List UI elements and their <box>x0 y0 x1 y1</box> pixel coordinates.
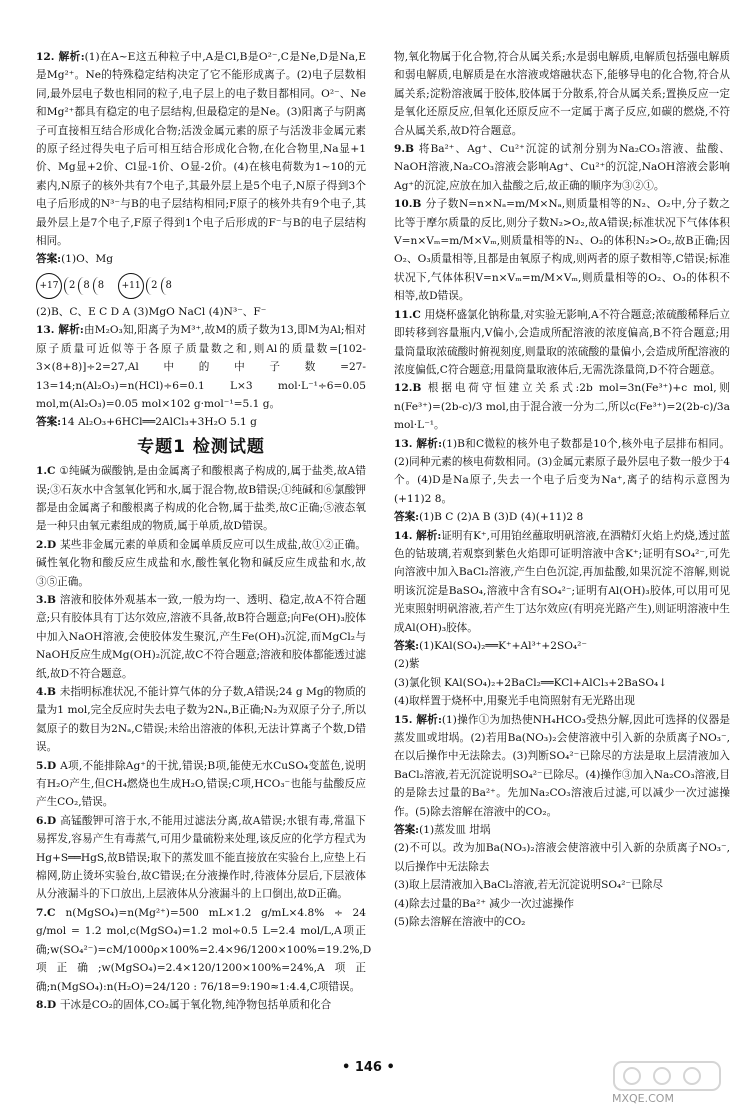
question-number: 3.B <box>36 593 60 606</box>
question-tag: 解析: <box>416 713 442 726</box>
answer-paragraph <box>36 996 366 1014</box>
question-tag: 解析: <box>416 437 443 450</box>
paragraph-text: 干冰是CO₂的固体,CO₂属于氧化物,纯净物包括单质和化合 <box>59 998 332 1011</box>
paragraph-text: 未指明标准状况,不能计算气体的分子数,A错误;24 g Mg的物质的量为1 mol,完全反应时失去电子数为2Nₐ,B正确;N₂为双原子分子,所以氦原子的数目为2Nₐ,C错误;未给出溶液的体积,无法计算离子个数,D错误。 <box>36 686 367 754</box>
paragraph-text: 根据电荷守恒建立关系式:2b mol=3n(Fe³⁺)+c mol,则n(Fe³⁺)=(2b-c)/3 mol,由于混合液一分为二,所以c(Fe³⁺)=2(2b-c)/3a mol·L⁻¹。 <box>394 382 730 432</box>
answer-paragraph <box>36 536 366 591</box>
paragraph-text: (1)KAl(SO₄)₂══K⁺+Al³⁺+2SO₄²⁻ <box>419 640 588 652</box>
paragraph-text: n(MgSO₄)=n(Mg²⁺)=500 mL×1.2 g/mL×4.8% ÷ 24 g/mol = 1.2 mol,c(MgSO₄)=1.2 mol÷0.5 L=2.4 mol/L,A项正确;w(SO₄²⁻)=cM/1000ρ×100%=2.4×96/1200×100%=19.2%,D项正确;w(MgSO₄)=2.4×120/1200×100%=24%,A项正确;n(MgSO₄):n(H₂O)=24/120 : 76/18=9:190≈1:4.4,C项错误。 <box>36 906 372 993</box>
paragraph-text: 溶液和胶体外观基本一致,一般为均一、透明、稳定,故A不符合题意;只有胶体具有丁达尔效应,溶液不具备,故B符合题意;向Fe(OH)₃胶体中加入NaOH溶液,会使胶体发生聚沉,产生Fe(OH)₃沉淀,而MgCl₂与NaOH反应生成Mg(OH)₂沉淀,故C不符合题意;溶液和胶体都能透过滤纸,故D不符合题意。 <box>36 593 366 680</box>
question-number: 7.C <box>36 906 66 919</box>
watermark-text: MXQE.COM <box>612 1092 674 1105</box>
electron-shell: 8 <box>161 277 172 295</box>
question-number: 2.D <box>36 538 61 551</box>
paragraph-text: A项,不能排除Ag⁺的干扰,错误;B项,能使无水CuSO₄变蓝色,说明有H₂O产生,但CH₄燃烧也生成H₂O,错误;C项,HCO₃⁻也能与盐酸反应产生CO₂,错误。 <box>36 759 366 809</box>
answer-paragraph <box>394 839 730 876</box>
answer-12-line <box>36 250 366 268</box>
answer-paragraph <box>36 683 366 757</box>
answer-paragraph <box>36 757 366 812</box>
question-tag: 解析: <box>58 324 84 337</box>
section-title: 专题1 检测试题 <box>137 436 265 457</box>
question-number: 10.B <box>394 198 426 211</box>
paragraph-text: 用烧杯盛氯化钠称量,对实验无影响,A不符合题意;浓硫酸稀释后立即转移到容量瓶内,V偏小,会造成所配溶液的浓度偏高,B不符合题意;用量筒量取浓硫酸时俯视刻度,则量取的浓硫酸的量偏小,会造成所配溶液的浓度偏低,C符合题意;用量筒量取液体后,无需洗涤量筒,D不符合题意。 <box>394 308 730 376</box>
question-number: 15. <box>394 713 417 726</box>
atom-diagram <box>36 273 104 299</box>
answers-block-middle <box>36 303 366 432</box>
nucleus-circle: +11 <box>118 273 144 299</box>
answer-paragraph <box>394 48 730 140</box>
answer-paragraph <box>394 379 730 434</box>
answer-paragraph <box>394 655 730 673</box>
question-number: 11.C <box>394 308 425 321</box>
question-number: 5.D <box>36 759 61 772</box>
question-number: 13. <box>36 324 59 337</box>
question-tag: 答案: <box>36 416 62 429</box>
electron-shell: 8 <box>93 277 104 295</box>
paragraph-text: (4)除去过量的Ba²⁺ 减少一次过滤操作 <box>394 897 575 910</box>
paragraph-text: ①纯碱为碳酸钠,是由金属离子和酸根离子构成的,属于盐类,故A错误;③石灰水中含氢氧化钙和水,属于混合物,故B错误;①纯碱和⑥氯酸钾都是由金属离子和酸根离子构成的化合物,属于盐类,故C正确;⑤液态氧是一种只由氧元素组成的物质,属于单质,故D错误。 <box>36 465 366 533</box>
answer-text: (1)O、Mg <box>61 253 114 266</box>
page-number: • 146 • <box>342 1060 395 1075</box>
electron-shell: 2 <box>64 277 75 295</box>
electron-shell: 2 <box>146 277 157 295</box>
question-number: 9.B <box>394 143 419 156</box>
paragraph-text: 14 Al₂O₃+6HCl══2AlCl₃+3H₂O 5.1 g <box>61 416 257 429</box>
paragraph-text: (3)氯化钡 KAl(SO₄)₂+2BaCl₂══KCl+AlCl₃+2BaSO₄↓ <box>394 676 668 689</box>
paragraph-text: (1)蒸发皿 坩埚 <box>419 824 491 837</box>
question-number: 12.B <box>394 382 428 395</box>
answer-paragraph <box>394 527 730 637</box>
question-tag: 解析: <box>58 51 85 63</box>
answer-paragraph <box>394 674 730 692</box>
question-number: 14. <box>394 529 417 542</box>
answer-label: 答案: <box>36 253 62 266</box>
answer-paragraph <box>394 637 730 655</box>
question-tag: 答案: <box>394 511 420 524</box>
paragraph-text: 物,氧化物属于化合物,符合从属关系;水是弱电解质,电解质包括强电解质和弱电解质,电解质是在水溶液或熔融状态下,能够导电的化合物,符合从属关系;淀粉溶液属于胶体,胶体属于分散系,符合从属关系;置换反应一定是氧化还原反应,但氧化还原反应不一定属于离子反应,如碳的燃烧,不符合从属关系,故D符合题意。 <box>394 51 730 137</box>
answer-paragraph <box>394 876 730 894</box>
answer-paragraph <box>36 48 366 250</box>
answers-block-top <box>36 48 366 250</box>
answer-paragraph <box>394 692 730 710</box>
watermark-logo <box>612 1058 722 1096</box>
answer-paragraph <box>36 812 366 904</box>
answer-paragraph <box>36 303 366 321</box>
question-number: 8.D <box>36 998 60 1011</box>
nucleus-circle: +17 <box>36 273 62 299</box>
answer-paragraph <box>394 821 730 839</box>
test-answers-block <box>36 462 372 1014</box>
question-tag: 答案: <box>394 640 420 652</box>
paragraph-text: (2)B、C、E C D A (3)MgO NaCl (4)N³⁻、F⁻ <box>36 305 267 318</box>
electron-shell: 8 <box>78 277 89 295</box>
question-number: 13. <box>394 437 417 450</box>
answer-paragraph <box>394 435 730 509</box>
answer-paragraph <box>36 321 366 413</box>
question-number: 6.D <box>36 814 61 827</box>
atom-diagram <box>118 273 172 299</box>
answer-paragraph <box>394 306 730 380</box>
answer-paragraph <box>394 913 730 931</box>
answer-paragraph <box>394 711 730 821</box>
answer-paragraph <box>36 462 366 536</box>
question-number: 4.B <box>36 686 60 698</box>
answer-paragraph <box>394 508 730 526</box>
answer-paragraph <box>394 895 730 913</box>
question-tag: 答案: <box>394 824 420 837</box>
right-column <box>394 48 730 932</box>
paragraph-text: 高锰酸钾可溶于水,不能用过滤法分离,故A错误;水银有毒,常温下易挥发,容易产生有毒蒸气,可用少量硫粉来处理,该反应的化学方程式为Hg+S══HgS,故B错误;取下的蒸发皿不能直接放在实验台上,应垫上石棉网,防止烫坏实验台,故C错误;在分液操作时,待液体分层后,下层液体从分液漏斗的下口放出,上层液体从分液漏斗的上口倒出,故D正确。 <box>36 814 366 901</box>
answer-paragraph <box>36 904 372 996</box>
paragraph-text: (1)B和C微粒的核外电子数都是10个,核外电子层排布相同。(2)同种元素的核电荷数相同。(3)金属元素原子最外层电子数一般少于4个。(4)D是Na原子,失去一个电子后变为Na⁺,离子的结构示意图为(+11)2 8。 <box>394 437 730 505</box>
answer-paragraph <box>394 195 730 305</box>
paragraph-text: (2)不可以。改为加Ba(NO₃)₂溶液会使溶液中引入新的杂质离子NO₃⁻,以后操作中无法除去 <box>394 842 730 873</box>
question-number: 12. <box>36 51 59 63</box>
paragraph-text: (1)在A~E这五种粒子中,A是Cl,B是O²⁻,C是Ne,D是Na,E是Mg²⁺。Ne的特殊稳定结构决定了它不能形成离子。(2)电子层数相同,最外层电子数也相同的粒子,电子层上的电子数目都相同。O²⁻、Ne和Mg²⁺都具有稳定的电子层结构,但最稳定的是Ne。(3)阳离子与阴离子可直接相互结合形成化合物;活泼金属元素的原子与活泼非金属元素的原子经过得失电子后可相互结合形成化合物,在化合物里,Na显+1价、Mg显+2价、Cl显-1价、O显-2价。(4)在核电荷数为1~10的元素内,N原子的核外共有7个电子,其最外层上是5个电子,N原子得到3个电子后形成的N³⁻与B的电子层结构相同;F原子的核外共有9个电子,其最外层上是7个电子,F原子得到1个电子后形成的F⁻与B的电子层结构相同。 <box>36 51 367 248</box>
paragraph-text: 某些非金属元素的单质和金属单质反应可以生成盐,故①②正确。碱性氧化物和酸反应生成盐和水,酸性氧化物和碱反应生成盐和水,故③⑤正确。 <box>36 538 366 588</box>
left-column <box>36 48 372 1014</box>
answer-paragraph <box>394 140 730 195</box>
paragraph-text: (1)B C (2)A B (3)D (4)(+11)2 8 <box>419 511 584 524</box>
question-tag: 解析: <box>416 529 442 542</box>
answer-paragraph <box>36 591 366 683</box>
paragraph-text: 由M₂O₃知,阳离子为M³⁺,故M的质子数为13,即M为Al;相对原子质量可近似等于各原子质量数之和,则Al的质量数=[102-3×(8+8)]÷2=27,Al中的中子数=27-13=14;n(Al₂O₃)=n(HCl)÷6=0.1 L×3 mol·L⁻¹÷6=0.05 mol,m(Al₂O₃)=0.05 mol×102 g·mol⁻¹=5.1 g。 <box>36 324 366 410</box>
paragraph-text: (5)除去溶解在溶液中的CO₂ <box>394 916 526 929</box>
paragraph-text: (1)操作①为加热使NH₄HCO₃受热分解,因此可选择的仪器是蒸发皿或坩埚。(2)若用Ba(NO₃)₂会使溶液中引入新的杂质离子NO₃⁻,在以后操作中无法除去。(3)判断SO₄²⁻已除尽的方法是取上层清液加入BaCl₂溶液,若无沉淀说明SO₄²⁻已除尽。(4)操作③加入Na₂CO₃溶液,目的是除去过量的Ba²⁺。先加Na₂CO₃溶液后过滤,可以减少一次过滤操作。(5)除去溶解在溶液中的CO₂。 <box>394 713 730 818</box>
paragraph-text: (2)紫 <box>394 658 420 671</box>
paragraph-text: 分子数N=n×Nₐ=m/M×Nₐ,则质量相等的N₂、O₂中,分子数之比等于摩尔质量的反比,则分子数N₂>O₂,故A错误;标准状况下气体体积V=n×Vₘ=m/M×Vₘ,则质量相等的N₂、O₂的体积N₂>O₂,故B正确;因O₂、O₃质量相等,且都是由氧原子构成,则两者的原子数相等,C错误;标准状况下,气体体积V=n×Vₘ=m/M×Vₘ,则质量相等的O₂、O₃的体积不相等,故D错误。 <box>394 198 730 303</box>
paragraph-text: 将Ba²⁺、Ag⁺、Cu²⁺沉淀的试剂分别为Na₂CO₃溶液、盐酸、NaOH溶液,Na₂CO₃溶液会影响Ag⁺、Cu²⁺的沉淀,NaOH溶液会影响Ag⁺的沉淀,应放在加入盐酸之后,故正确的顺序为③②①。 <box>394 143 730 192</box>
paragraph-text: (3)取上层清液加入BaCl₂溶液,若无沉淀说明SO₄²⁻已除尽 <box>394 879 663 892</box>
paragraph-text: (4)取样置于烧杯中,用聚光手电筒照射有无光路出现 <box>394 695 635 708</box>
paragraph-text: 证明有K⁺,可用铂丝蘸取明矾溶液,在酒精灯火焰上灼烧,透过蓝色的钴玻璃,若观察到紫色火焰即可证明溶液中含K⁺;证明有SO₄²⁻,可先向溶液中加入BaCl₂溶液,产生白色沉淀,再加盐酸,如果沉淀不溶解,则说明该沉淀是BaSO₄,溶液中含有SO₄²⁻;证明有Al(OH)₃胶体,可以用可见光束照射明矾溶液,若产生丁达尔效应(有明亮光路产生),则证明溶液中生成Al(OH)₃胶体。 <box>394 529 730 634</box>
question-number: 1.C <box>36 465 60 478</box>
atom-structure-diagrams <box>36 273 366 299</box>
answer-paragraph <box>36 413 366 431</box>
